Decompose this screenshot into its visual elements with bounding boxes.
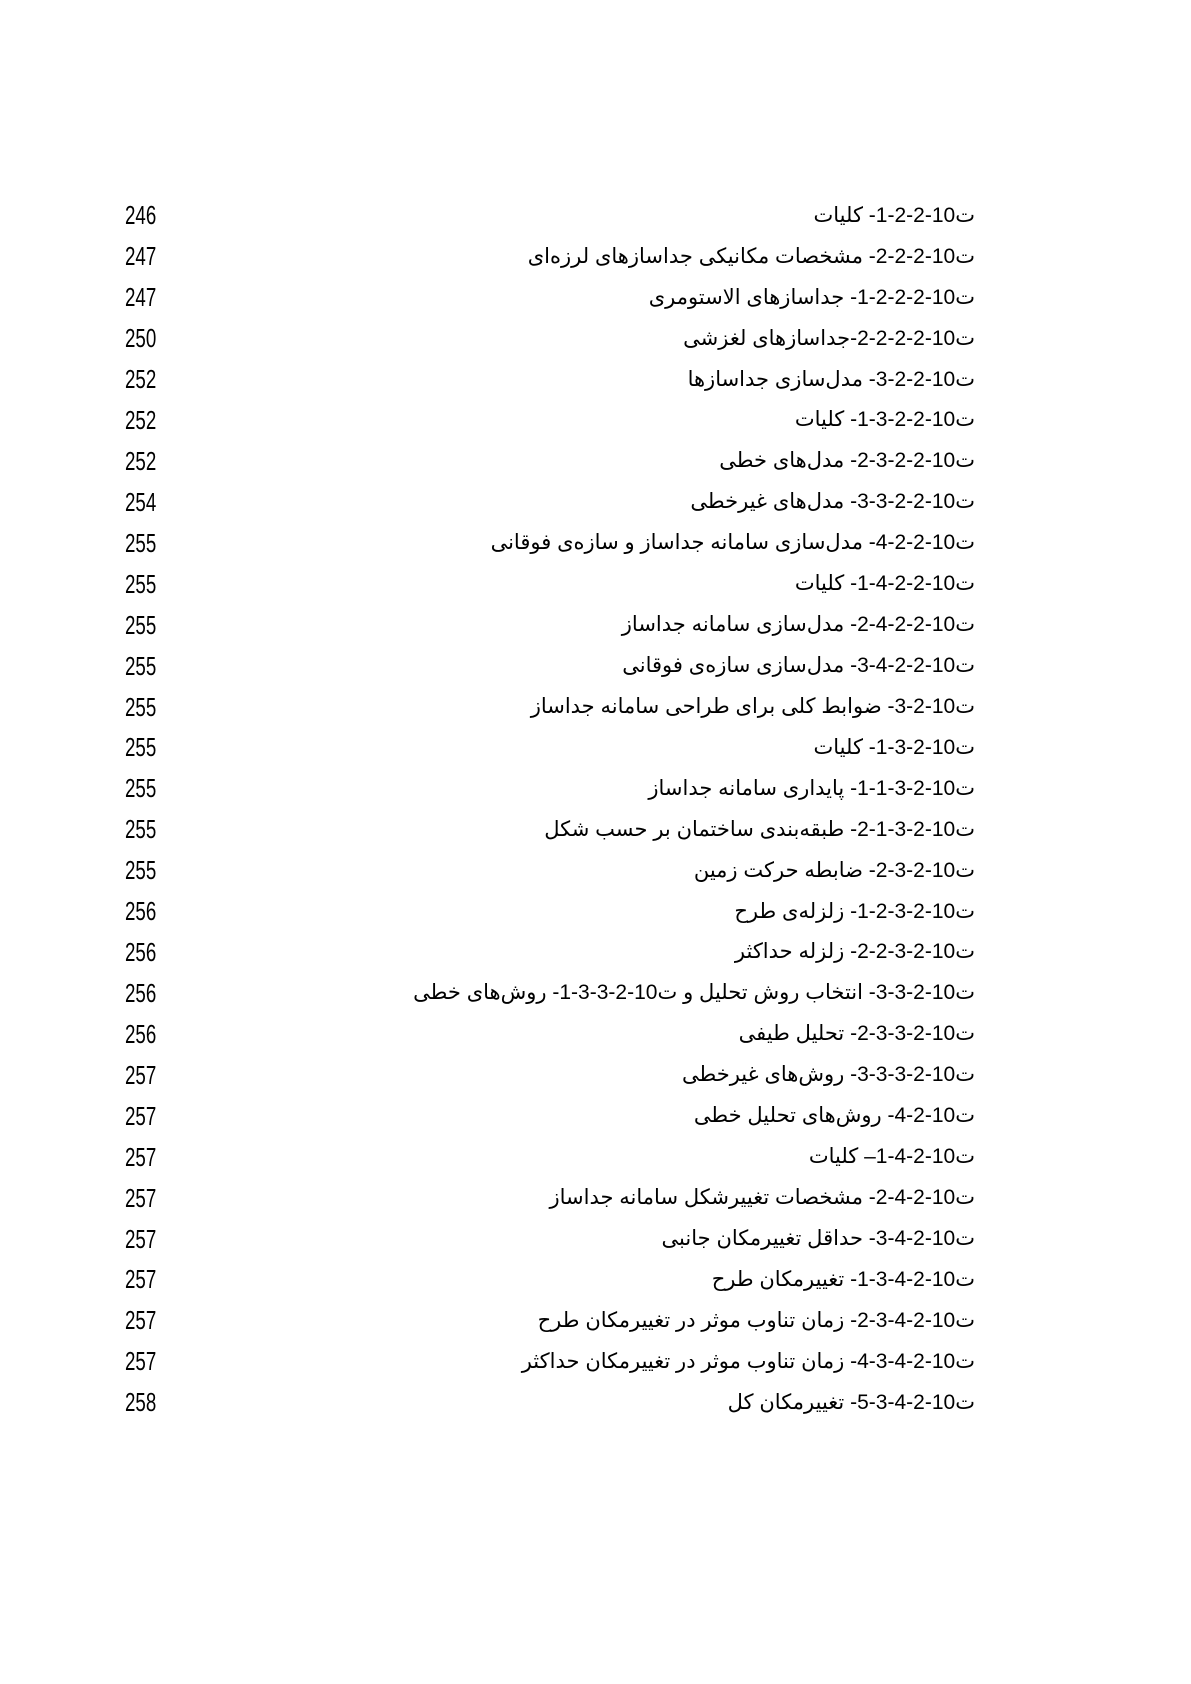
toc-entry <box>125 522 975 563</box>
toc-page-number: 257 <box>125 1059 157 1090</box>
toc-entry-title: ت10-2-3-3- انتخاب روش تحلیل و ت10-2-3-3-1- روش‌های خطی <box>413 981 975 1005</box>
toc-entry-title: ت10-2-2-2-2-جداسازهای لغزشی <box>683 326 975 350</box>
toc-entry-title: ت10-2-2-4-3- مدل‌سازی سازه‌ی فوقانی <box>622 654 975 677</box>
toc-entry-title: ت10-2-2-4-1- کلیات <box>794 572 975 596</box>
toc-entry-title: ت10-2-3-1-2- طبقه‌بندی ساختمان بر حسب شکل <box>544 817 975 841</box>
table-of-contents <box>125 195 975 1423</box>
toc-page-number: 255 <box>125 691 157 722</box>
toc-page-number: 257 <box>125 1141 157 1172</box>
toc-entry-title: ت10-2-3- ضوابط کلی برای طراحی سامانه جداساز <box>530 694 975 718</box>
toc-entry-title: ت10-2-4-1– کلیات <box>808 1145 975 1169</box>
toc-page-number: 257 <box>125 1305 157 1336</box>
toc-entry-title: ت10-2-3-2- ضابطه حرکت زمین <box>693 858 975 882</box>
toc-page-number: 255 <box>125 732 157 763</box>
toc-page-number: 255 <box>125 527 157 558</box>
toc-page-number: 257 <box>125 1223 157 1254</box>
toc-page-number: 247 <box>125 241 157 272</box>
toc-entry-title: ت10-2-4-2- مشخصات تغییرشکل سامانه جداساز <box>549 1185 975 1209</box>
toc-entry <box>125 932 975 973</box>
toc-entry <box>125 1382 975 1423</box>
toc-entry-title: ت10-2-2-1- کلیات <box>813 203 975 227</box>
toc-entry <box>125 481 975 522</box>
toc-page-number: 252 <box>125 405 157 436</box>
toc-page-number: 247 <box>125 282 157 313</box>
toc-entry <box>125 809 975 850</box>
toc-entry <box>125 1054 975 1095</box>
toc-entry <box>125 768 975 809</box>
toc-entry <box>125 359 975 400</box>
toc-page-number: 255 <box>125 650 157 681</box>
toc-entry <box>125 441 975 482</box>
toc-page-number: 256 <box>125 977 157 1008</box>
toc-entry-title: ت10-2-2-3-1- کلیات <box>794 408 975 432</box>
toc-entry-title: ت10-2-4-3-1- تغییرمکان طرح <box>711 1267 975 1291</box>
toc-entry-title: ت10-2-2-4- مدل‌سازی سامانه جداساز و سازه‌ی فوقانی <box>490 531 975 555</box>
toc-entry <box>125 195 975 236</box>
toc-entry <box>125 686 975 727</box>
toc-entry-title: ت10-2-2-2-1- جداسازهای الاستومری <box>648 285 975 309</box>
toc-entry <box>125 1218 975 1259</box>
toc-page-number: 252 <box>125 364 157 395</box>
toc-page-number: 257 <box>125 1346 157 1377</box>
toc-entry <box>125 277 975 318</box>
toc-entry-title: ت10-2-3-2-2- زلزله حداکثر <box>734 940 975 964</box>
toc-entry-title: ت10-2-4-3- حداقل تغییرمکان جانبی <box>661 1226 975 1250</box>
toc-entry-title: ت10-2-4-3-4- زمان تناوب موثر در تغییرمکان حداکثر <box>521 1349 975 1373</box>
toc-page-number: 257 <box>125 1100 157 1131</box>
toc-entry <box>125 604 975 645</box>
toc-page-number: 252 <box>125 445 157 476</box>
toc-page-number: 255 <box>125 855 157 886</box>
toc-entry-title: ت10-2-3-3-2- تحلیل طیفی <box>738 1022 975 1046</box>
toc-entry-title: ت10-2-3-1- کلیات <box>813 735 975 759</box>
toc-page-number: 256 <box>125 1018 157 1049</box>
toc-entry <box>125 645 975 686</box>
toc-page-number: 257 <box>125 1182 157 1213</box>
toc-page-number: 255 <box>125 773 157 804</box>
toc-entry-title: ت10-2-2-4-2- مدل‌سازی سامانه جداساز <box>621 613 975 637</box>
toc-entry-title: ت10-2-2-2- مشخصات مکانیکی جداسازهای لرزه‌ای <box>527 244 975 268</box>
toc-entry-title: ت10-2-3-2-1- زلزله‌ی طرح <box>734 899 975 923</box>
toc-page-number: 254 <box>125 486 157 517</box>
toc-entry-title: ت10-2-4-3-2- زمان تناوب موثر در تغییرمکان طرح <box>537 1308 975 1332</box>
toc-entry <box>125 1177 975 1218</box>
toc-page-number: 255 <box>125 609 157 640</box>
toc-page-number: 256 <box>125 937 157 968</box>
toc-entry <box>125 563 975 604</box>
toc-entry <box>125 1341 975 1382</box>
toc-entry <box>125 850 975 891</box>
toc-entry-title: ت10-2-2-3-2- مدل‌های خطی <box>719 449 975 473</box>
toc-entry-title: ت10-2-3-3-3- روش‌های غیرخطی <box>682 1063 975 1087</box>
toc-entry-title: ت10-2-2-3-3- مدل‌های غیرخطی <box>690 490 975 514</box>
toc-entry <box>125 891 975 932</box>
toc-entry <box>125 1136 975 1177</box>
toc-entry <box>125 1300 975 1341</box>
toc-entry <box>125 1259 975 1300</box>
toc-entry <box>125 1013 975 1054</box>
toc-entry <box>125 400 975 441</box>
toc-page-number: 257 <box>125 1264 157 1295</box>
toc-page-number: 250 <box>125 323 157 354</box>
toc-entry <box>125 1095 975 1136</box>
toc-page-number: 246 <box>125 200 157 231</box>
toc-entry-title: ت10-2-4-3-5- تغییرمکان کل <box>727 1390 975 1414</box>
toc-page-number: 258 <box>125 1387 157 1418</box>
toc-entry <box>125 318 975 359</box>
toc-page-number: 255 <box>125 568 157 599</box>
toc-entry <box>125 973 975 1014</box>
toc-page-number: 256 <box>125 896 157 927</box>
toc-entry-title: ت10-2-2-3- مدل‌سازی جداسازها <box>687 367 975 391</box>
toc-entry <box>125 727 975 768</box>
toc-entry-title: ت10-2-4- روش‌های تحلیل خطی <box>693 1104 975 1128</box>
toc-entry <box>125 236 975 277</box>
toc-entry-title: ت10-2-3-1-1- پایداری سامانه جداساز <box>648 776 975 800</box>
toc-page-number: 255 <box>125 814 157 845</box>
